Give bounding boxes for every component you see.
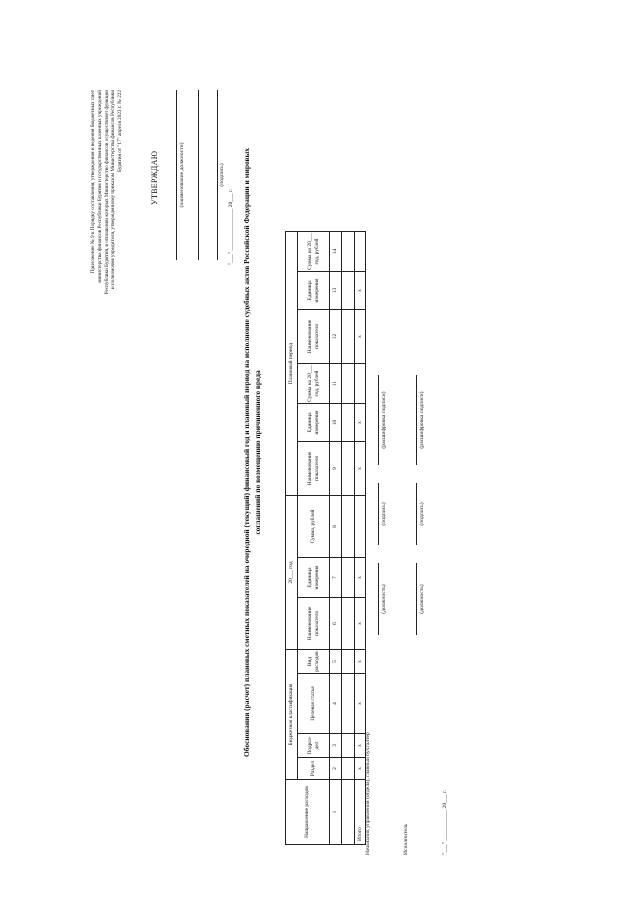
table-cell [342, 598, 355, 650]
total-row [355, 232, 366, 845]
column-number: 9 [330, 442, 342, 496]
head-signature-caption: (подпись) [381, 502, 387, 526]
table-cell [342, 650, 355, 674]
table-cell [342, 734, 355, 758]
executor-signature-line [416, 483, 417, 545]
column-number: 2 [330, 758, 342, 780]
table-cell [342, 404, 355, 442]
executor-decoding-line [416, 375, 417, 465]
total-cell: x [355, 404, 366, 442]
column-number: 10 [330, 404, 342, 442]
table-cell [342, 758, 355, 780]
table-cell [342, 272, 355, 310]
total-cell: x [355, 650, 366, 674]
total-cell [355, 364, 366, 404]
table-cell [342, 558, 355, 598]
column-number: 3 [330, 734, 342, 758]
total-cell: x [355, 734, 366, 758]
header-expense-type: Вид расходов [298, 650, 330, 674]
table-cell [342, 674, 355, 734]
estimates-table [285, 231, 366, 845]
total-cell [355, 232, 366, 272]
header-indicator-name: Наименование показателя [298, 598, 330, 650]
approval-note-line: и полномочия учредителя, утвержденному приказом Министерства финансов Республики [110, 90, 117, 290]
column-number: 11 [330, 364, 342, 404]
executor-position-caption: (должность) [419, 584, 425, 614]
header-indicator-name: Наименование показателя [298, 442, 330, 496]
header-target-article: Целевая статья [298, 674, 330, 734]
table-row [342, 232, 355, 845]
approve-signature-caption: (подпись) [219, 163, 225, 187]
column-number-row [330, 232, 342, 845]
approve-position-line [176, 90, 177, 260]
executor-signature-caption: (подпись) [419, 502, 425, 526]
head-decoding-line [378, 375, 379, 465]
total-cell [355, 496, 366, 558]
head-signature-line [378, 483, 379, 545]
total-cell: x [355, 272, 366, 310]
total-cell: x [355, 674, 366, 734]
header-unit: Единица измерения [298, 272, 330, 310]
approval-note-line: Приложение № 9 к Порядку составления, утверждения и ведения бюджетных смет [90, 90, 96, 274]
header-sum-year: Сумма на 20___ год, рублей [298, 232, 330, 272]
column-number: 7 [330, 558, 342, 598]
column-number: 1 [330, 780, 342, 845]
table-cell [342, 442, 355, 496]
column-number: 14 [330, 232, 342, 272]
header-budget-classification: Бюджетная классификация [286, 650, 298, 780]
column-number: 6 [330, 598, 342, 650]
executor-label: Исполнитель [403, 823, 409, 855]
column-number: 8 [330, 496, 342, 558]
approval-note [90, 90, 124, 340]
document-title [242, 0, 263, 905]
head-signature-label: Начальник управления (отдела), главный бухгалтер [365, 732, 371, 855]
total-cell: x [355, 598, 366, 650]
approve-date: "___" _______________ 20___ г. [228, 188, 234, 265]
column-number: 12 [330, 310, 342, 364]
column-number: 4 [330, 674, 342, 734]
approve-position-caption: (наименование должности) [179, 142, 185, 208]
approval-note-line: Республики Бурятия, в отношении которых Министерство финансов осуществляет функции [103, 90, 110, 295]
head-decoding-caption: (расшифровка подписи) [381, 391, 387, 449]
column-number: 13 [330, 272, 342, 310]
executor-position-line [416, 563, 417, 635]
total-cell: x [355, 442, 366, 496]
table-cell [342, 780, 355, 845]
table-cell [342, 232, 355, 272]
header-unit: Единица измерения [298, 558, 330, 598]
table-cell [342, 496, 355, 558]
approve-signature-line [217, 90, 218, 260]
approval-note-line: Бурятия от "17" апреля 2023 г. № 222 [117, 90, 123, 172]
approval-note-line: министерства финансов Республики Бурятия и государственных казенных учреждений [96, 90, 103, 283]
document-title-line-1: Обоснования (расчет) плановых сметных показателей на очередной (текущий) финансовый год и плановый период на исполнение судебных актов Российской Федерации и мировых [242, 148, 251, 757]
header-indicator-name: Наименование показателя [298, 310, 330, 364]
head-position-caption: (должность) [381, 584, 387, 614]
document-title-line-2: соглашений по возмещению причиненного вреда [252, 370, 262, 535]
approve-position-line-2 [198, 90, 199, 260]
executor-date: "___" ___________ 20___ г. [442, 790, 448, 855]
header-direction: Направление расходов [286, 780, 330, 845]
header-sum: Сумма, рублей [298, 496, 330, 558]
total-label: Итого [355, 780, 366, 845]
header-year: 20___ год [286, 496, 298, 650]
total-cell: x [355, 310, 366, 364]
table-cell [342, 310, 355, 364]
table-cell [342, 364, 355, 404]
header-subsection: Подраз-дел [298, 734, 330, 758]
header-planned-period: Плановый период [286, 232, 298, 496]
total-cell: x [355, 558, 366, 598]
total-cell: x [355, 758, 366, 780]
head-position-line [378, 563, 379, 635]
column-number: 5 [330, 650, 342, 674]
header-sum-year: Сумма на 20___ год, рублей [298, 364, 330, 404]
header-section: Раздел [298, 758, 330, 780]
executor-decoding-caption: (расшифровка подписи) [419, 391, 425, 449]
header-unit: Единица измерения [298, 404, 330, 442]
approve-title: УТВЕРЖДАЮ [150, 150, 159, 205]
